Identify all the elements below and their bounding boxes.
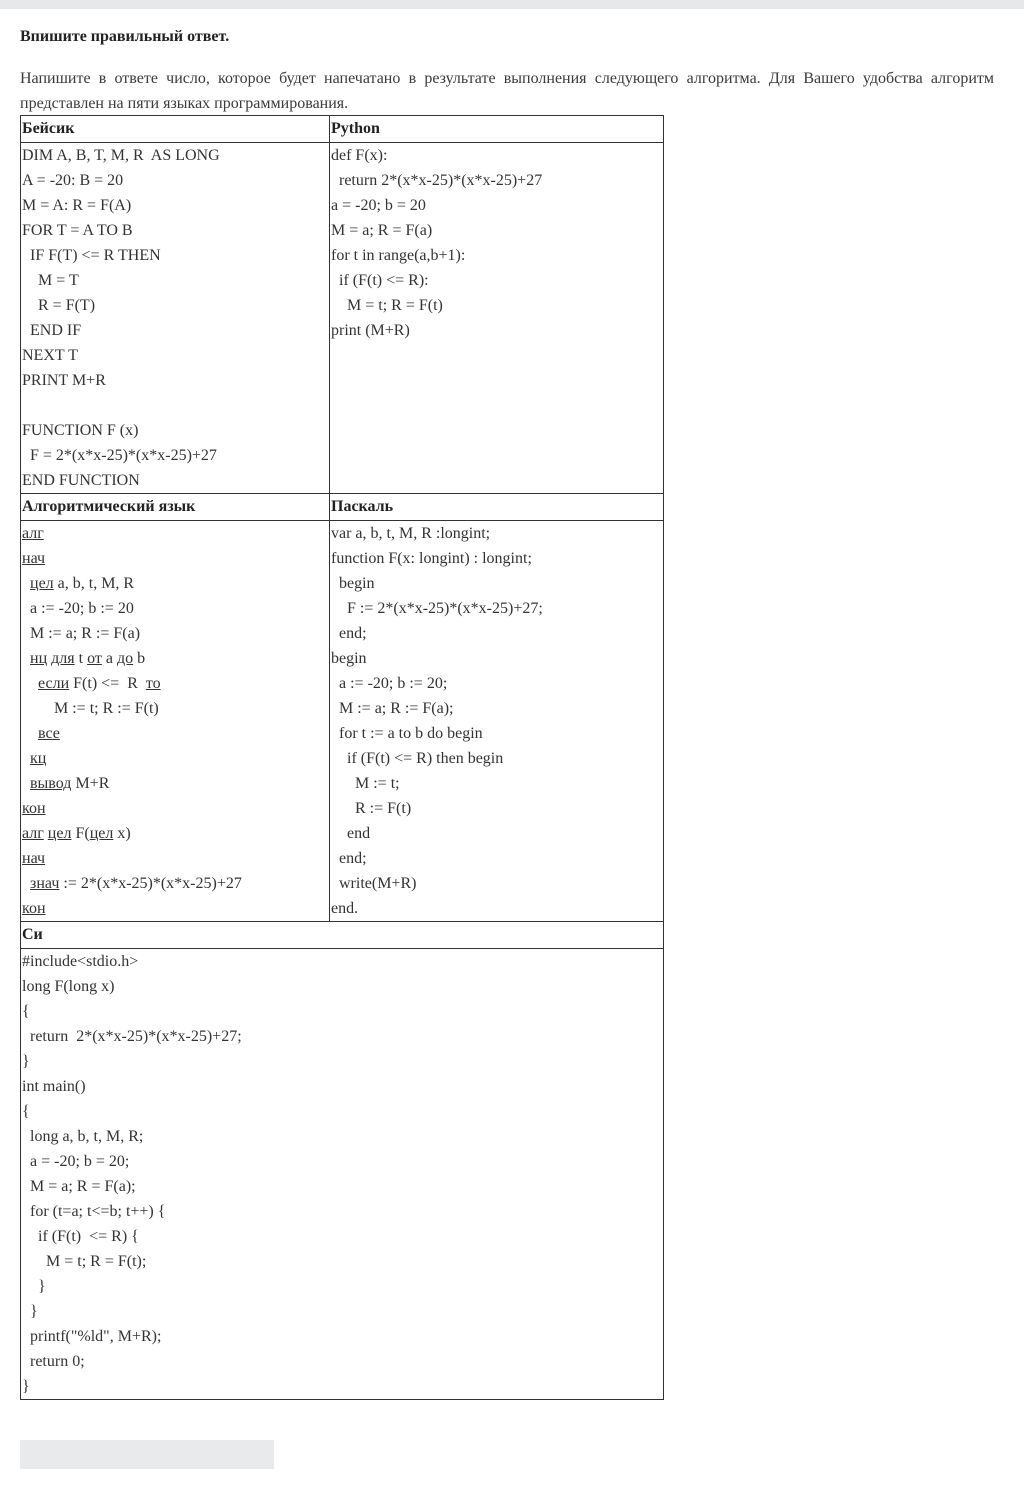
c-header: Си — [21, 922, 664, 949]
python-code-line: if (F(t) <= R): — [331, 272, 429, 289]
algo-code-line — [22, 696, 329, 721]
algo-code-text: t — [74, 650, 88, 667]
python-code — [331, 143, 663, 343]
algo-code-text: F(t) <= R — [69, 675, 146, 692]
basic-code-line: R = F(T) — [22, 297, 96, 314]
algo-keyword: для — [51, 650, 75, 667]
algo-code-line — [22, 821, 329, 846]
algo-keyword: нц — [30, 650, 48, 667]
basic-code — [22, 143, 329, 493]
algo-keyword: от — [87, 650, 102, 667]
c-code-line: long a, b, t, M, R; — [22, 1128, 144, 1145]
basic-code-line: END IF — [22, 322, 82, 339]
algo-code-text — [22, 875, 30, 892]
c-code-line: { — [22, 1003, 30, 1020]
algo-code-text: M+R — [71, 775, 110, 792]
algo-keyword: цел — [47, 825, 72, 842]
algo-code-text: M := a; R := F(a) — [22, 625, 141, 642]
algo-code-text: b — [133, 650, 146, 667]
python-code-line: a = -20; b = 20 — [331, 197, 426, 214]
c-code-line: M = a; R = F(a); — [22, 1178, 136, 1195]
algo-code-text — [22, 650, 30, 667]
answer-input[interactable] — [20, 1440, 274, 1469]
basic-code-line: FOR T = A TO B — [22, 222, 133, 239]
algo-code-line — [22, 796, 329, 821]
pascal-code-line: a := -20; b := 20; — [331, 675, 448, 692]
pascal-header: Паскаль — [330, 494, 664, 521]
code-table — [20, 115, 664, 1400]
algo-keyword: кон — [22, 800, 46, 817]
pascal-code-line: end; — [331, 625, 367, 642]
algo-code-line — [22, 646, 329, 671]
algo-code-line — [22, 871, 329, 896]
algo-keyword: цел — [89, 825, 114, 842]
python-code-line: M = t; R = F(t) — [331, 297, 443, 314]
algo-code-text: x) — [113, 825, 131, 842]
pascal-code — [331, 521, 663, 921]
pascal-code-line: begin — [331, 650, 367, 667]
algo-code-line — [22, 771, 329, 796]
basic-code-line — [22, 393, 329, 418]
c-code-line: int main() — [22, 1078, 86, 1095]
algo-keyword: то — [145, 675, 161, 692]
pascal-code-line: M := t; — [331, 775, 400, 792]
basic-code-line: PRINT M+R — [22, 372, 106, 389]
c-code-line: printf("%ld", M+R); — [22, 1328, 162, 1345]
python-header: Python — [330, 116, 664, 143]
python-code-line: def F(x): — [331, 147, 388, 164]
c-code-line: { — [22, 1103, 30, 1120]
c-code-line: } — [22, 1378, 30, 1395]
algo-code-line — [22, 721, 329, 746]
algo-code-text: := 2*(x*x-25)*(x*x-25)+27 — [59, 875, 242, 892]
basic-header: Бейсик — [21, 116, 330, 143]
basic-code-line: M = T — [22, 272, 79, 289]
task-title: Впишите правильный ответ. — [20, 28, 230, 45]
c-code-line: M = t; R = F(t); — [22, 1253, 147, 1270]
c-code-line: } — [22, 1303, 38, 1320]
pascal-code-line: function F(x: longint) : longint; — [331, 550, 532, 567]
basic-code-cell — [21, 143, 330, 494]
python-code-line: return 2*(x*x-25)*(x*x-25)+27 — [331, 172, 543, 189]
c-code — [22, 949, 663, 1399]
algo-keyword: нач — [22, 850, 46, 867]
algo-keyword: алг — [22, 525, 44, 542]
algo-code-line — [22, 846, 329, 871]
basic-code-line: M = A: R = F(A) — [22, 197, 132, 214]
pascal-code-line: M := a; R := F(a); — [331, 700, 454, 717]
c-code-line: } — [22, 1278, 46, 1295]
basic-code-line: IF F(T) <= R THEN — [22, 247, 161, 264]
algo-keyword: вывод — [30, 775, 72, 792]
algo-keyword: кц — [30, 750, 47, 767]
algo-code-line — [22, 596, 329, 621]
python-code-line: M = a; R = F(a) — [331, 222, 433, 239]
algo-code-line — [22, 896, 329, 921]
python-code-line: print (M+R) — [331, 322, 410, 339]
pascal-code-line: end — [331, 825, 371, 842]
pascal-code-line: end. — [331, 900, 359, 917]
algo-code-text — [22, 775, 30, 792]
basic-code-line: F = 2*(x*x-25)*(x*x-25)+27 — [22, 447, 217, 464]
algo-code — [22, 521, 329, 921]
basic-code-line: A = -20: B = 20 — [22, 172, 124, 189]
algo-code-text — [22, 675, 38, 692]
algo-code-line — [22, 746, 329, 771]
basic-code-line: END FUNCTION — [22, 472, 140, 489]
pascal-code-line: F := 2*(x*x-25)*(x*x-25)+27; — [331, 600, 543, 617]
algo-header: Алгоритмический язык — [21, 494, 330, 521]
python-code-line: for t in range(a,b+1): — [331, 247, 466, 264]
python-code-cell — [330, 143, 664, 494]
algo-keyword: кон — [22, 900, 46, 917]
algo-code-cell — [21, 521, 330, 922]
pascal-code-line: end; — [331, 850, 367, 867]
pascal-code-line: for t := a to b do begin — [331, 725, 483, 742]
algo-code-line — [22, 521, 329, 546]
pascal-code-line: var a, b, t, M, R :longint; — [331, 525, 491, 542]
algo-code-line — [22, 546, 329, 571]
c-code-line: long F(long x) — [22, 978, 115, 995]
c-code-line: } — [22, 1053, 30, 1070]
algo-code-text: a, b, t, M, R — [53, 575, 135, 592]
c-code-line: a = -20; b = 20; — [22, 1153, 130, 1170]
algo-keyword: все — [38, 725, 60, 742]
algo-code-text: a := -20; b := 20 — [22, 600, 134, 617]
pascal-code-cell — [330, 521, 664, 922]
algo-code-text: M := t; R := F(t) — [22, 700, 159, 717]
algo-keyword: нач — [22, 550, 46, 567]
task-statement: Напишите в ответе число, которое будет напечатано в результате выполнения следующего алгоритма. Для Вашего удобства алгоритм представлен на пяти языках программирования. — [20, 70, 994, 112]
pascal-code-line: write(M+R) — [331, 875, 417, 892]
pascal-code-line: if (F(t) <= R) then begin — [331, 750, 504, 767]
basic-code-line: NEXT T — [22, 347, 78, 364]
algo-code-text: F( — [71, 825, 90, 842]
algo-code-line — [22, 671, 329, 696]
top-bar — [0, 0, 1024, 9]
algo-keyword: алг — [22, 825, 44, 842]
pascal-code-line: R := F(t) — [331, 800, 412, 817]
c-code-line: return 2*(x*x-25)*(x*x-25)+27; — [22, 1028, 242, 1045]
algo-keyword: цел — [30, 575, 54, 592]
c-code-line: #include<stdio.h> — [22, 953, 139, 970]
c-code-line: if (F(t) <= R) { — [22, 1228, 139, 1245]
basic-code-line: FUNCTION F (x) — [22, 422, 139, 439]
algo-keyword: знач — [30, 875, 60, 892]
algo-keyword: до — [116, 650, 134, 667]
pascal-code-line: begin — [331, 575, 375, 592]
c-code-line: for (t=a; t<=b; t++) { — [22, 1203, 166, 1220]
algo-code-line — [22, 571, 329, 596]
basic-code-line: DIM A, B, T, M, R AS LONG — [22, 147, 220, 164]
algo-code-text: a — [101, 650, 117, 667]
c-code-line: return 0; — [22, 1353, 85, 1370]
algo-code-line — [22, 621, 329, 646]
c-code-cell — [21, 949, 664, 1400]
algo-code-text — [22, 575, 30, 592]
algo-code-text — [22, 725, 38, 742]
algo-keyword: если — [38, 675, 70, 692]
algo-code-text — [22, 750, 30, 767]
